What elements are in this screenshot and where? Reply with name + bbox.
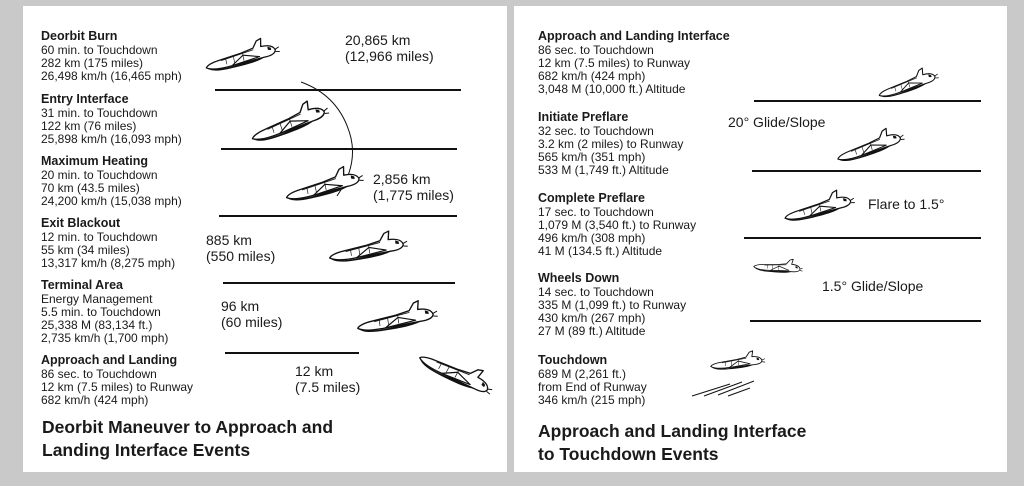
stage-line: 3.2 km (2 miles) to Runway xyxy=(538,136,684,151)
caption-line: Landing Interface Events xyxy=(42,440,251,460)
distance-label xyxy=(373,171,454,203)
separator-line xyxy=(750,320,981,322)
caption-line: to Touchdown Events xyxy=(538,444,719,464)
space-shuttle-icon xyxy=(780,186,856,224)
stage-title: Wheels Down xyxy=(538,271,620,285)
stage-title: Touchdown xyxy=(538,353,608,367)
stage-title: Complete Preflare xyxy=(538,191,645,205)
stage-approach-and-landing-interface xyxy=(538,30,730,96)
stage-title: Approach and Landing Interface xyxy=(538,29,730,43)
distance-label xyxy=(221,298,282,330)
caption-line: Deorbit Maneuver to Approach and xyxy=(42,417,334,437)
stage-line: 430 km/h (267 mph) xyxy=(538,310,646,325)
stage-maximum-heating xyxy=(41,155,182,208)
left-panel xyxy=(23,6,507,472)
stage-line: 86 sec. to Touchdown xyxy=(41,366,157,381)
stage-line: 282 km (175 miles) xyxy=(41,55,144,70)
stage-line: 26,498 km/h (16,465 mph) xyxy=(41,68,182,83)
stage-line: from End of Runway xyxy=(538,379,647,394)
stage-line: 41 M (134.5 ft.) Altitude xyxy=(538,244,663,259)
stage-line: 14 sec. to Touchdown xyxy=(538,284,654,299)
right-panel xyxy=(514,6,1007,472)
space-shuttle-icon xyxy=(752,250,804,280)
distance-value: 96 km xyxy=(221,298,260,314)
stage-title: Exit Blackout xyxy=(41,216,121,230)
stage-line: 27 M (89 ft.) Altitude xyxy=(538,324,646,339)
stage-line: 55 km (34 miles) xyxy=(41,242,130,257)
stage-line: 12 km (7.5 miles) to Runway xyxy=(41,379,194,394)
stage-title: Entry Interface xyxy=(41,92,129,106)
stage-entry-interface xyxy=(41,93,182,146)
stage-approach-and-landing xyxy=(41,354,193,407)
stage-terminal-area xyxy=(41,279,168,345)
runway-speed-lines xyxy=(690,376,760,398)
caption-line: Approach and Landing Interface xyxy=(538,421,807,441)
distance-value: 885 km xyxy=(206,232,252,248)
stage-line: 682 km/h (424 mph) xyxy=(41,392,149,407)
stage-line: 689 M (2,261 ft.) xyxy=(538,366,627,381)
separator-line xyxy=(752,170,981,172)
space-shuttle-icon xyxy=(874,64,940,100)
space-shuttle-icon xyxy=(353,298,439,334)
stage-line: 13,317 km/h (8,275 mph) xyxy=(41,255,176,270)
glide-slope-label: 20° Glide/Slope xyxy=(728,114,826,130)
stage-line: 12 min. to Touchdown xyxy=(41,229,158,244)
stage-exit-blackout xyxy=(41,217,175,270)
distance-label xyxy=(345,32,434,64)
stage-complete-preflare xyxy=(538,192,696,258)
left-caption xyxy=(42,416,333,462)
flare-label: Flare to 1.5° xyxy=(868,196,945,212)
stage-line: 3,048 M (10,000 ft.) Altitude xyxy=(538,82,686,97)
right-caption xyxy=(538,420,806,466)
distance-miles: (60 miles) xyxy=(221,314,283,330)
stage-line: 17 sec. to Touchdown xyxy=(538,204,654,219)
stage-line: 31 min. to Touchdown xyxy=(41,105,158,120)
stage-wheels-down xyxy=(538,272,686,338)
stage-line: 1,079 M (3,540 ft.) to Runway xyxy=(538,217,697,232)
separator-line xyxy=(225,352,359,354)
space-shuttle-icon xyxy=(201,36,281,72)
separator-line xyxy=(223,282,455,284)
stage-title: Deorbit Burn xyxy=(41,29,118,43)
stage-line: 24,200 km/h (15,038 mph) xyxy=(41,193,182,208)
stage-line: 496 km/h (308 mph) xyxy=(538,230,646,245)
space-shuttle-icon xyxy=(281,164,365,202)
stage-initiate-preflare xyxy=(538,111,683,177)
space-shuttle-icon xyxy=(708,346,766,374)
distance-miles: (1,775 miles) xyxy=(373,187,454,203)
separator-line xyxy=(219,215,457,217)
stage-line: 122 km (76 miles) xyxy=(41,118,137,133)
stage-line: 2,735 km/h (1,700 mph) xyxy=(41,331,169,346)
stage-deorbit-burn xyxy=(41,30,182,83)
distance-miles: (7.5 miles) xyxy=(295,379,361,395)
stage-line: 346 km/h (215 mph) xyxy=(538,392,646,407)
stage-line: 682 km/h (424 mph) xyxy=(538,68,646,83)
distance-miles: (550 miles) xyxy=(206,248,276,264)
stage-line: 60 min. to Touchdown xyxy=(41,42,158,57)
distance-value: 12 km xyxy=(295,363,334,379)
stage-line: 565 km/h (351 mph) xyxy=(538,149,646,164)
stage-line: 32 sec. to Touchdown xyxy=(538,123,654,138)
stage-title: Terminal Area xyxy=(41,278,123,292)
stage-line: Energy Management xyxy=(41,291,153,306)
glide-slope-label: 1.5° Glide/Slope xyxy=(822,278,924,294)
stage-line: 12 km (7.5 miles) to Runway xyxy=(538,55,691,70)
separator-line xyxy=(744,237,981,239)
stage-line: 70 km (43.5 miles) xyxy=(41,180,140,195)
distance-label xyxy=(206,232,275,264)
stage-title: Initiate Preflare xyxy=(538,110,629,124)
distance-label xyxy=(295,363,360,395)
distance-value: 20,865 km xyxy=(345,32,411,48)
stage-title: Approach and Landing xyxy=(41,353,178,367)
space-shuttle-icon xyxy=(245,100,331,140)
separator-line xyxy=(754,100,981,102)
stage-title: Maximum Heating xyxy=(41,154,148,168)
space-shuttle-icon xyxy=(325,228,409,264)
stage-line: 25,338 M (83,134 ft.) xyxy=(41,317,153,332)
stage-line: 25,898 km/h (16,093 mph) xyxy=(41,131,182,146)
stage-line: 335 M (1,099 ft.) to Runway xyxy=(538,297,687,312)
stage-line: 533 M (1,749 ft.) Altitude xyxy=(538,163,669,178)
stage-line: 86 sec. to Touchdown xyxy=(538,42,654,57)
stage-line: 5.5 min. to Touchdown xyxy=(41,304,161,319)
distance-miles: (12,966 miles) xyxy=(345,48,434,64)
space-shuttle-icon xyxy=(832,124,906,164)
distance-value: 2,856 km xyxy=(373,171,431,187)
stage-line: 20 min. to Touchdown xyxy=(41,167,158,182)
stage-touchdown xyxy=(538,354,647,407)
space-shuttle-icon xyxy=(415,348,499,392)
